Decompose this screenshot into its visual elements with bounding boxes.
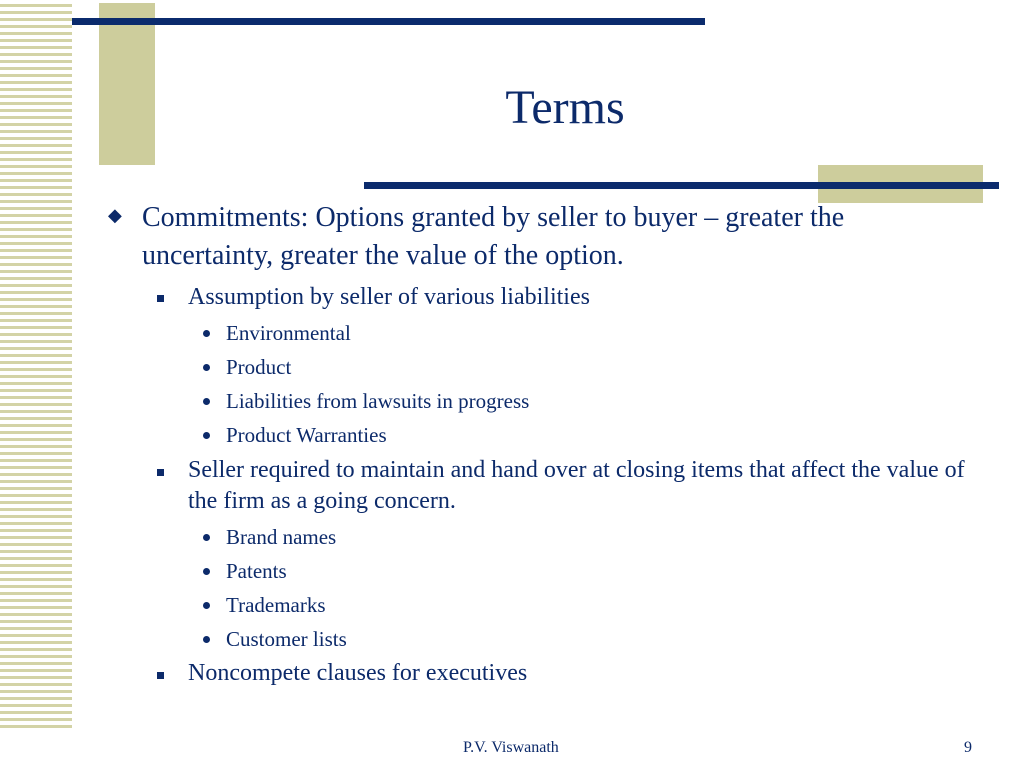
diamond-bullet-icon: ◆ <box>108 205 122 225</box>
list-item: Patents <box>226 559 287 583</box>
list-item: Liabilities from lawsuits in progress <box>226 389 530 413</box>
square-bullet-icon <box>157 672 164 679</box>
bullet-commitments: Commitments: Options granted by seller to buyer – greater the uncertainty, greater the value of the option. <box>142 202 845 271</box>
dot-bullet-icon <box>203 602 210 609</box>
list-item: Customer lists <box>226 627 347 651</box>
sub-bullet-seller-required: Seller required to maintain and hand over at closing items that affect the value of the firm as a going concern. <box>188 457 965 514</box>
dot-bullet-icon <box>203 398 210 405</box>
square-bullet-icon <box>157 295 164 302</box>
list-item: Product Warranties <box>226 423 387 447</box>
list-item: Brand names <box>226 525 337 549</box>
dot-bullet-icon <box>203 568 210 575</box>
footer-author: P.V. Viswanath <box>463 739 559 756</box>
list-item: Trademarks <box>226 593 326 617</box>
page-number: 9 <box>964 739 972 756</box>
list-item: Product <box>226 355 292 379</box>
dot-bullet-icon <box>203 364 210 371</box>
list-item: Environmental <box>226 321 351 345</box>
dot-bullet-icon <box>203 432 210 439</box>
sub-bullet-noncompete: Noncompete clauses for executives <box>188 660 528 686</box>
dot-bullet-icon <box>203 330 210 337</box>
sub-bullet-liabilities: Assumption by seller of various liabilities <box>188 284 590 310</box>
dot-bullet-icon <box>203 534 210 541</box>
slide-title: Terms <box>505 81 625 134</box>
square-bullet-icon <box>157 469 164 476</box>
dot-bullet-icon <box>203 636 210 643</box>
